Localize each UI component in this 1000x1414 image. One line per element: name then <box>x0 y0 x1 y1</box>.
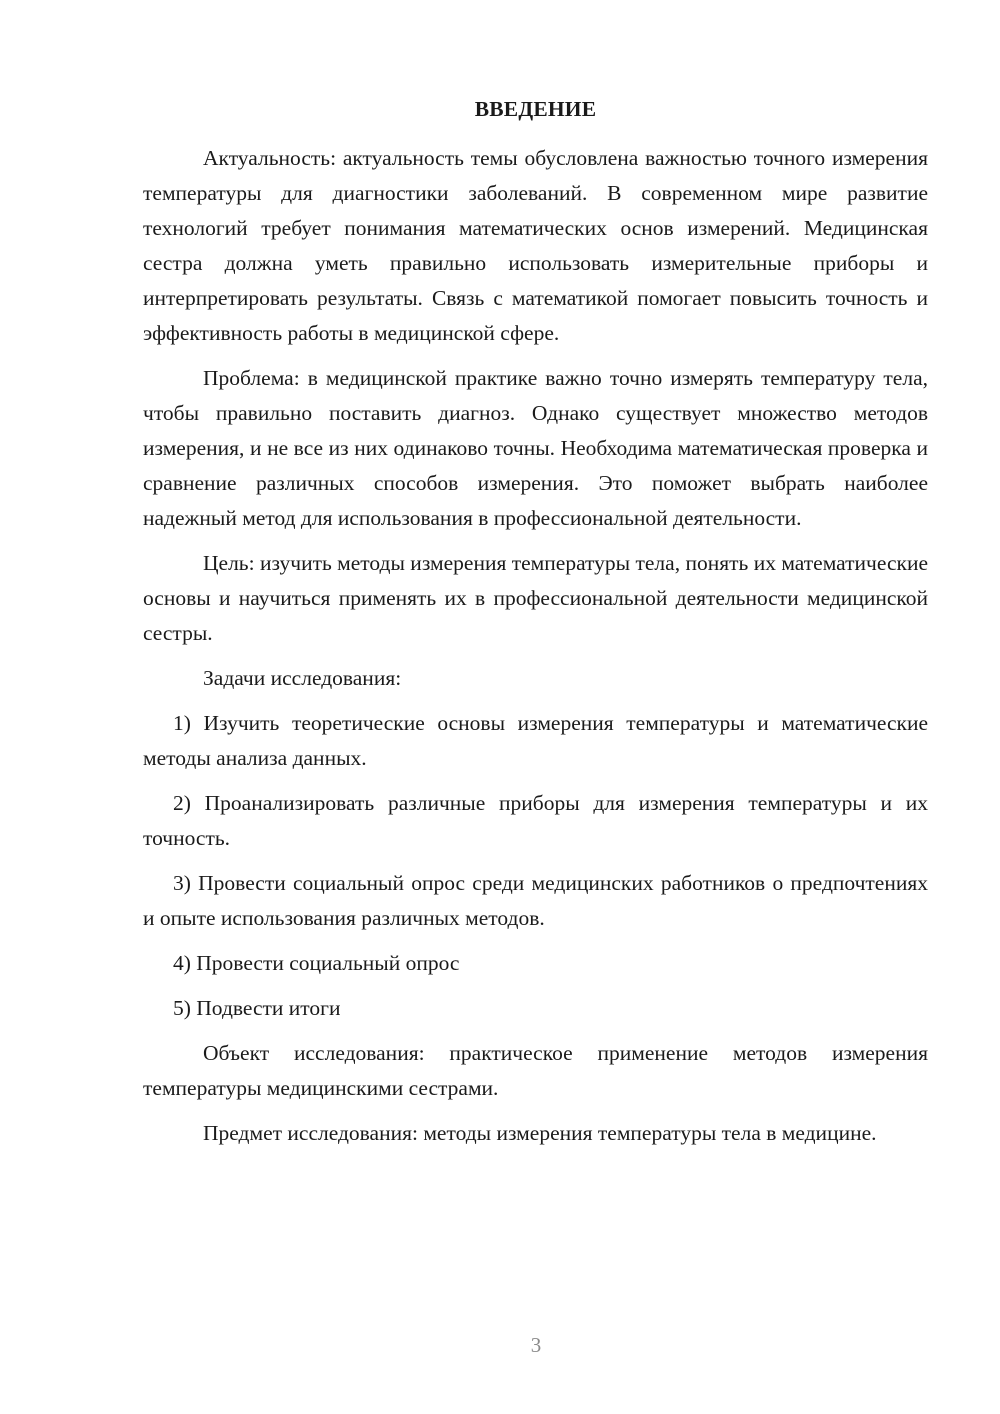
tasks-intro: Задачи исследования: <box>203 666 402 690</box>
task-item-2: 2) Проанализировать различные приборы для измерения температуры и их точность. <box>143 791 928 850</box>
subject-paragraph: Предмет исследования: методы измерения температуры тела в медицине. <box>203 1121 877 1145</box>
problem-paragraph: Проблема: в медицинской практике важно точно измерять температуру тела, чтобы правильно поставить диагноз. Однако существует множество методов измерения, и не все из них одинаково точны. Необходима математическая проверка и сравнение различных способов измерения. Это поможет выбрать наиболее надежный метод для использования в профессиональной деятельности. <box>143 366 928 530</box>
relevance-paragraph: Актуальность: актуальность темы обусловлена важностью точного измерения температуры для диагностики заболеваний. В современном мире развитие технологий требует понимания математических основ измерений. Медицинская сестра должна уметь правильно использовать измерительные приборы и интерпретировать результаты. Связь с математикой помогает повысить точность и эффективность работы в медицинской сфере. <box>143 146 928 345</box>
goal-paragraph: Цель: изучить методы измерения температуры тела, понять их математические основы и научиться применять их в профессиональной деятельности медицинской сестры. <box>143 551 928 645</box>
section-heading: ВВЕДЕНИЕ <box>474 97 597 121</box>
document-page <box>143 92 928 1161</box>
task-item-4: 4) Провести социальный опрос <box>173 951 460 975</box>
task-item-5: 5) Подвести итоги <box>173 996 341 1020</box>
task-item-1: 1) Изучить теоретические основы измерения температуры и математические методы анализа данных. <box>143 711 928 770</box>
task-item-3: 3) Провести социальный опрос среди медицинских работников о предпочтениях и опыте использования различных методов. <box>143 871 928 930</box>
page-number: 3 <box>530 1333 542 1357</box>
object-paragraph: Объект исследования: практическое применение методов измерения температуры медицинскими сестрами. <box>143 1041 928 1100</box>
